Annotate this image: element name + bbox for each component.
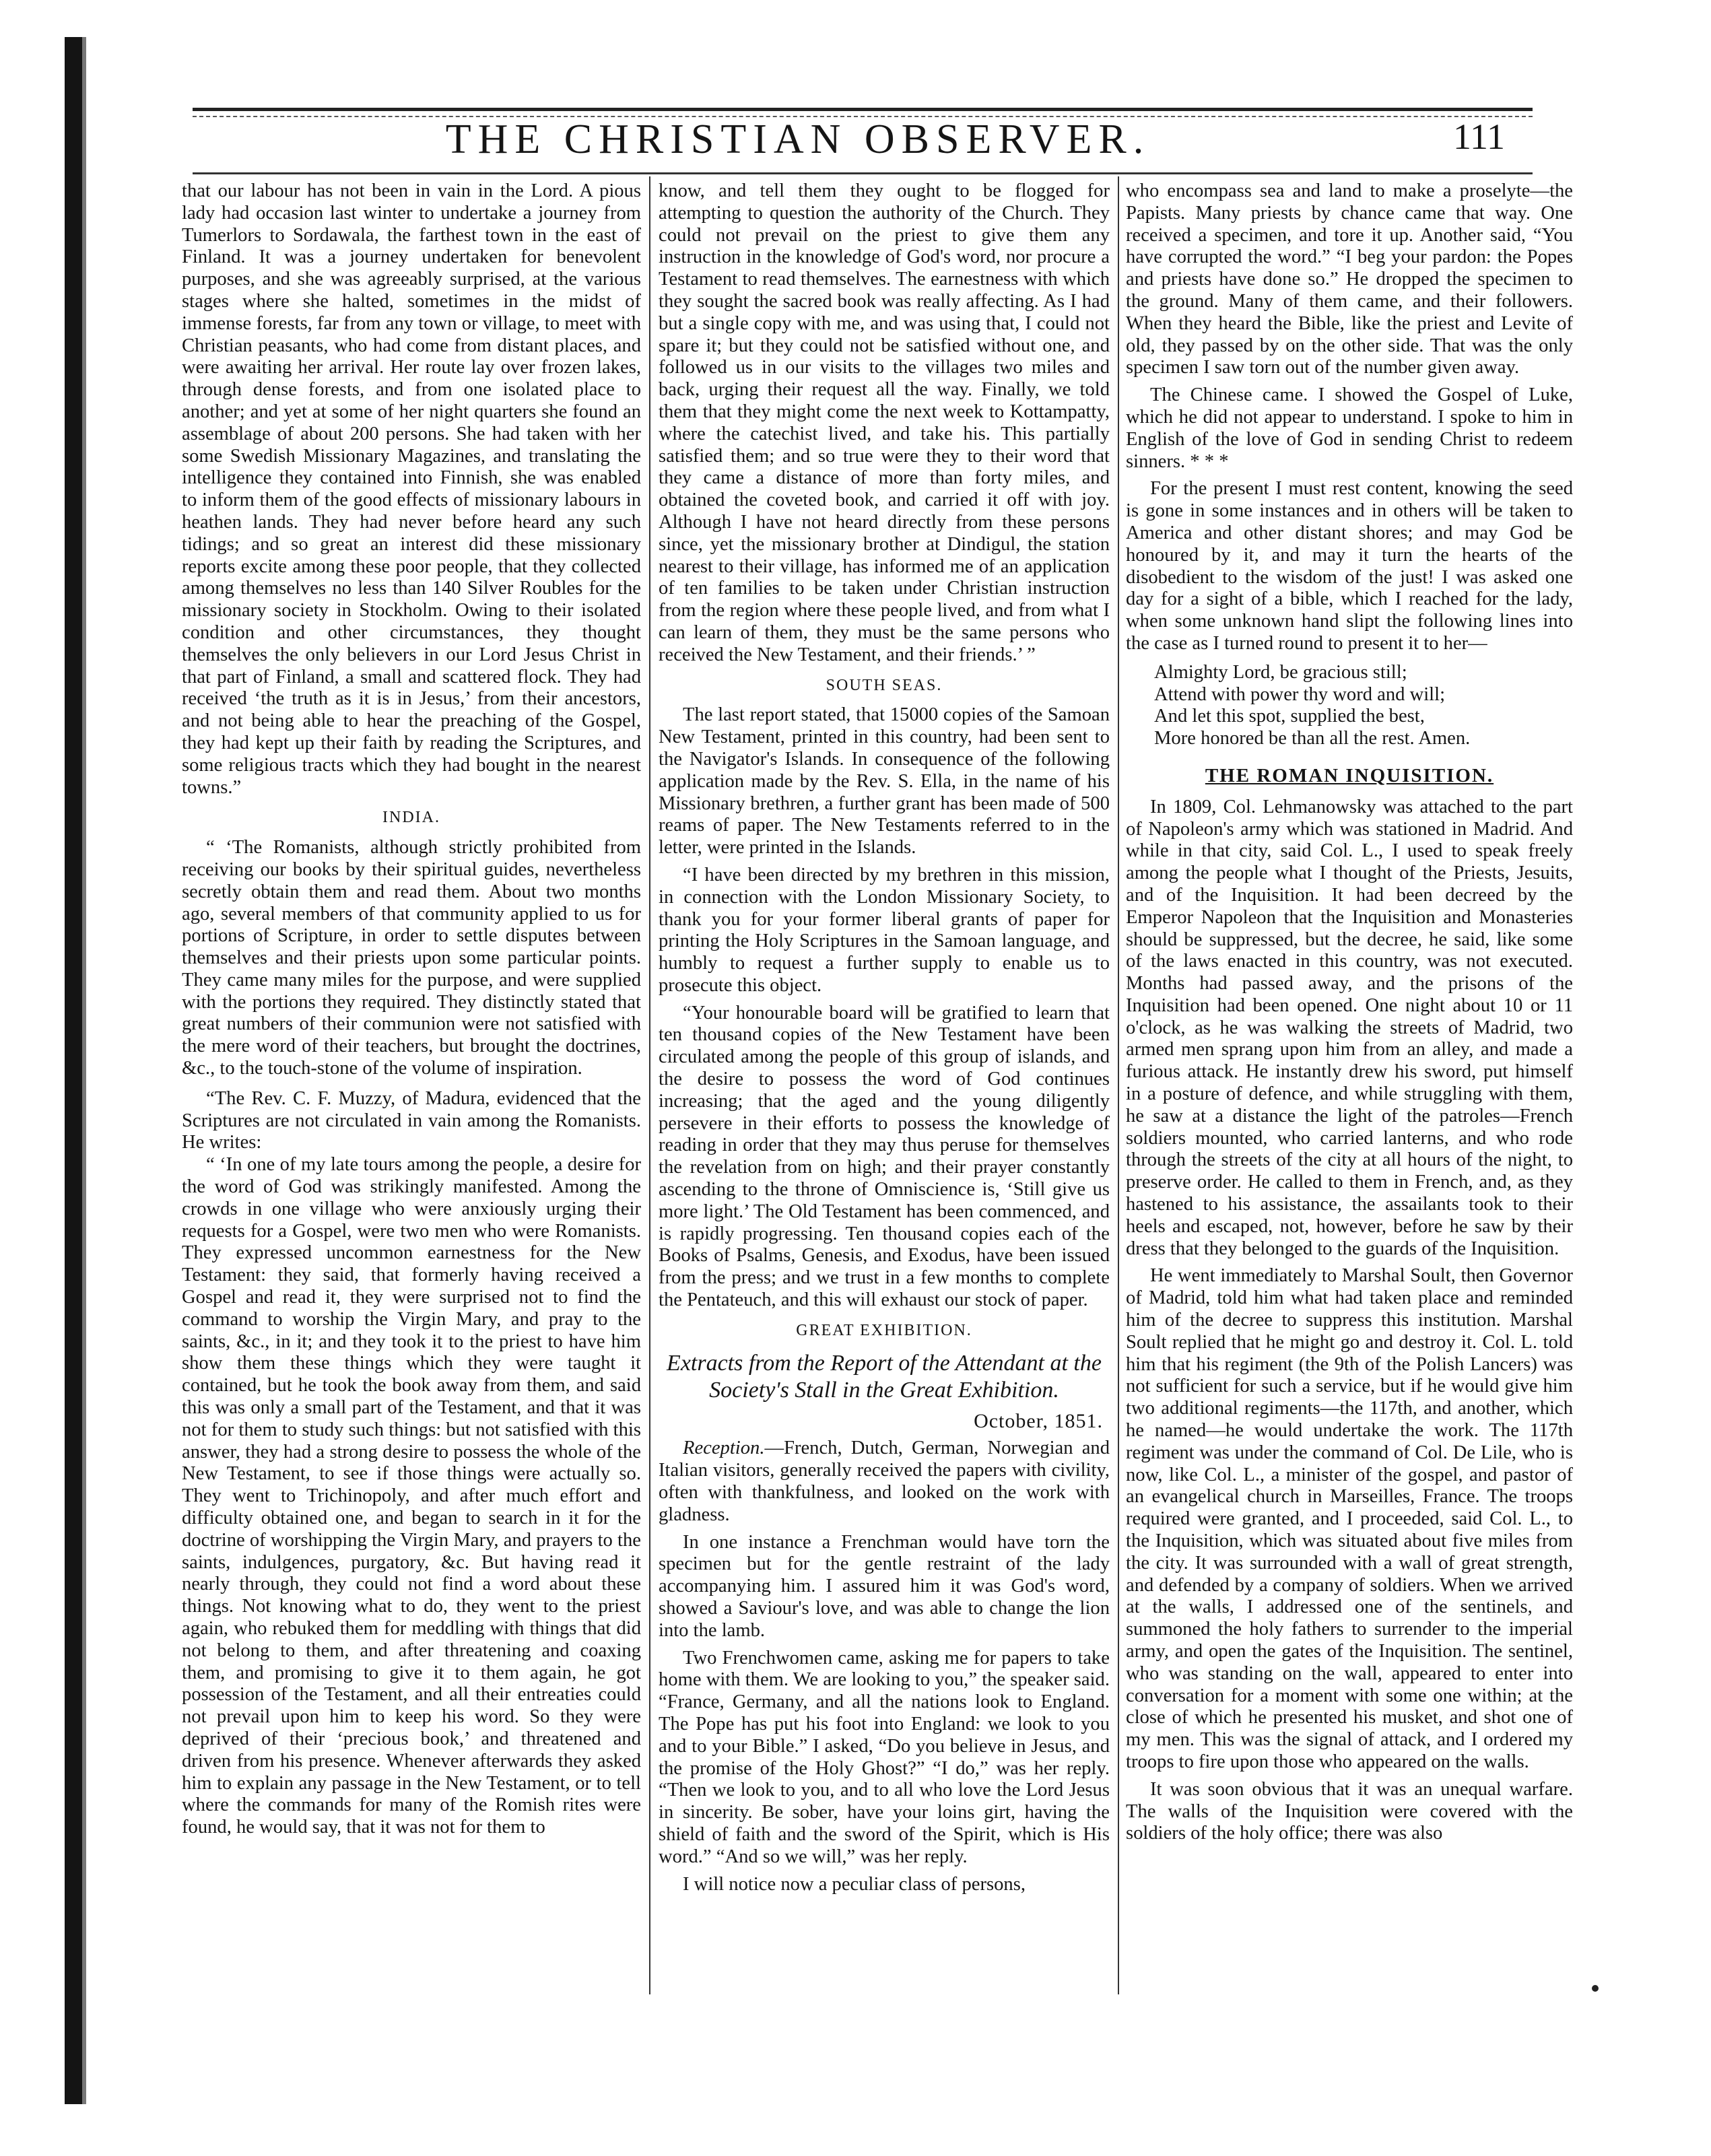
section-heading-roman-inquisition: THE ROMAN INQUISITION.: [1205, 764, 1494, 786]
page-title: THE CHRISTIAN OBSERVER.: [445, 116, 1151, 162]
article-date: October, 1851.: [974, 1409, 1103, 1432]
paragraph: The last report stated, that 15000 copies of the Samoan New Testament, printed in this country, had been sent to the Navigator's Islands. In consequence of the following application made by the Rev. S. Ella, in the name of his Missionary brethren, a further grant has been made of 500 reams of paper. The New Testaments referred to in the letter, were printed in the Islands.: [659, 704, 1110, 858]
paragraph: In one instance a Frenchman would have torn the specimen but for the gentle restraint of the lady accompanying him. I assured him it was God's word, showed a Saviour's love, and was able to change the lion into the lamb.: [659, 1531, 1110, 1641]
article-title: Extracts from the Report of the Attendant at the Society's Stall in the Great Exhibition.: [667, 1350, 1102, 1403]
page-number: 111: [1453, 116, 1505, 157]
paragraph: “The Rev. C. F. Muzzy, of Madura, evidenced that the Scriptures are not circulated in vain among the Romanists. He writes:: [182, 1087, 641, 1153]
paragraph: He went immediately to Marshal Soult, then Governor of Madrid, told him what had taken place and reminded him of the decree to suppress this institution. Marshal Soult replied that he might go and destroy it. Col. L. told him that his regiment (the 9th of the Polish Lancers) was not sufficient for such a service, but if he would give him two additional regiments—the 117th, and another, which he named—he would undertake the work. The 117th regiment was under the command of Col. De Lile, who is now, like Col. L., a minister of the gospel, and pastor of an evangelical church in Marseilles, France. The troops required were granted, and I proceeded, said Col. L., to the Inquisition, which was situated about five miles from the city. It was surrounded with a wall of great strength, and defended by a company of soldiers. When we arrived at the walls, I addressed one of the sentinels, and summoned the holy fathers to surrender to the imperial army, and open the gates of the Inquisition. The sentinel, who was standing on the wall, appeared to enter into conversation for a moment with some one within; at the close of which he presented his musket, and shot one of my men. This was the signal of attack, and I ordered my troops to fire upon those who appeared on the walls.: [1126, 1265, 1573, 1772]
column-1: [182, 180, 641, 1992]
top-rule: [193, 108, 1533, 111]
poem-line: More honored be than all the rest. Amen.: [1154, 728, 1471, 749]
poem: [1154, 662, 1573, 750]
poem-line: Almighty Lord, be gracious still;: [1154, 661, 1407, 683]
paragraph: “Your honourable board will be gratified to learn that ten thousand copies of the New Testament have been circulated among the people of this group of islands, and the desire to possess the word of God continues increasing; that the aged and the young diligently persevere in their efforts to possess the knowledge of reading in order that they may thus peruse for themselves the revelation from on high; and their prayer constantly ascending to the throne of Omniscience is, ‘Still give us more light.’ The Old Testament has been commenced, and is rapidly progressing. Ten thousand copies each of the Books of Psalms, Genesis, and Exodus, have been issued from the press; and we trust in a few months to complete the Pentateuch, and this will exhaust our stock of paper.: [659, 1002, 1110, 1311]
paragraph: “I have been directed by my brethren in this mission, in connection with the London Missionary Society, to thank you for your former liberal grants of paper for printing the Holy Scriptures in the Samoan language, and humbly to request a further supply to enable us to prosecute this object.: [659, 864, 1110, 996]
ink-dot: [1592, 1985, 1599, 1992]
column-separator-2: [1118, 176, 1119, 1994]
paragraph-body: —French, Dutch, German, Norwegian and Italian visitors, generally received the papers with civility, often with thankfulness, and looked on the work with gladness.: [659, 1438, 1110, 1525]
header-rule: [193, 172, 1533, 174]
book-spine-edge: [65, 37, 82, 2104]
column-2: [659, 180, 1110, 1992]
lead-in: Reception.: [683, 1438, 765, 1459]
paragraph: who encompass sea and land to make a proselyte—the Papists. Many priests by chance came that way. One received a specimen, and tore it up. Another said, “You have corrupted the word.” “I beg your pardon: the Popes and priests have done so.” He dropped the specimen to the ground. Many of them came, and their followers. When they heard the Bible, like the priest and Levite of old, they passed by on the other side. That was the only specimen I saw torn out of the number given away.: [1126, 180, 1573, 378]
paragraph: It was soon obvious that it was an unequal warfare. The walls of the Inquisition were covered with the soldiers of the holy office; there was also: [1126, 1778, 1573, 1844]
paragraph: Two Frenchwomen came, asking me for papers to take home with them. We are looking to you,” the speaker said. “France, Germany, and all the nations look to England. The Pope has put his foot into England: we look to you and to your Bible.” I asked, “Do you believe in Jesus, and the promise of the Holy Ghost?” “I do,” was her reply. “Then we look to you, and to all who love the Lord Jesus in sincerity. Be sober, have your loins girt, having the shield of faith and the sword of the Spirit, which is His word.” “And so we will,” was her reply.: [659, 1647, 1110, 1867]
section-heading-south-seas: SOUTH SEAS.: [826, 676, 943, 694]
paragraph: “ ‘The Romanists, although strictly prohibited from receiving our books by their spiritual guides, nevertheless secretly obtain them and read them. About two months ago, several members of that community applied to us for portions of Scripture, in order to settle disputes between themselves and their priests upon some particular points. They came many miles for the purpose, and were supplied with the portions they required. They distinctly stated that great numbers of their communion were not satisfied with the mere word of their teachers, but brought the doctrines, &c., to the touch-stone of the volume of inspiration.: [182, 837, 641, 1079]
poem-line: Attend with power thy word and will;: [1154, 683, 1446, 705]
column-3: [1126, 180, 1573, 1992]
column-separator-1: [649, 176, 650, 1994]
section-heading-india: INDIA.: [382, 809, 440, 827]
paragraph: “ ‘In one of my late tours among the people, a desire for the word of God was strikingly manifested. Among the crowds in one village who were anxiously urging their requests for a Gospel, were two men who were Romanists. They expressed uncommon earnestness for the New Testament: they said, that formerly having received a Gospel and read it, they were surprised not to find the command to worship the Virgin Mary, and pray to the saints, &c., in it; and they took it to the priest to have him show them these things which they were taught it contained, but he took the book away from them, and said this was only a small part of the Testament, and that it was not for them to study such things: but not satisfied with this answer, they had a strong desire to possess the whole of the New Testament, to see if those things were actually so. They went to Trichinopoly, and after much effort and difficulty obtained one, and began to search in it for the doctrine of worshipping the Virgin Mary, and prayers to the saints, indulgences, purgatory, &c. But having read it nearly through, they could not find a word about these things. Not knowing what to do, they went to the priest again, who rebuked them for meddling with things that did not belong to them, and after threatening and coaxing them, and promising to give it to them again, he got possession of the Testament, and all their entreaties could not prevail upon him to keep his word. So they were deprived of their ‘precious book,’ and threatened and driven from his presence. Whenever afterwards they asked him to explain any passage in the New Testament, or to tell where the commands for many of the Romish rites were found, he would say, that it was not for them to: [182, 1154, 641, 1838]
section-heading-great-exhibition: GREAT EXHIBITION.: [796, 1321, 972, 1339]
paragraph: know, and tell them they ought to be flogged for attempting to question the authority of the Church. They could not prevail on the priest to give them any instruction in the knowledge of God's word, nor procure a Testament to read themselves. The earnestness with which they sought the sacred book was really affecting. As I had but a single copy with me, and was using that, I could not spare it; but they could not be satisfied without one, and followed us in our visits to the villages two miles and back, urging their request all the way. Finally, we told them that they might come the next week to Kottampatty, where the catechist lived, and take his. This partially satisfied them; and so true were they to their word that they came a distance of more than forty miles, and obtained the coveted book, and carried it off with joy. Although I have not heard directly from these persons since, yet the missionary brother at Dindigul, the station nearest to their village, has informed me of an application of ten families to be taken under Christian instruction from the region where these people lived, and from what I can learn of them, they must be the same persons who received the New Testament, and their friends.’ ”: [659, 180, 1110, 665]
poem-line: And let this spot, supplied the best,: [1154, 706, 1425, 727]
book-spine-shadow: [82, 37, 86, 2104]
paragraph: that our labour has not been in vain in the Lord. A pious lady had occasion last winter to undertake a journey from Tumerlors to Sordawala, the farthest town in the east of Finland. It was a journey undertaken for benevolent purposes, and she was agreeably surprised, at the various stages where she halted, sometimes in the midst of immense forests, far from any town or village, to meet with Christian peasants, who had come from distant places, and were awaiting her arrival. Her route lay over frozen lakes, through dense forests, and from one isolated place to another; and yet at some of her night quarters she found an assemblage of about 200 persons. She had taken with her some Swedish Missionary Magazines, and translating the intelligence they contained into Finnish, she was enabled to inform them of the good effects of missionary labours in heathen lands. They had never before heard any such tidings; and so great an interest did these missionary reports excite among these poor people, that they collected among themselves no less than 140 Silver Roubles for the missionary society in Stockholm. Owing to their isolated condition and other circumstances, they thought themselves the only believers in our Lord Jesus Christ in that part of Finland, a small and scattered flock. They had received ‘the truth as it is in Jesus,’ from their ancestors, and not being able to hear the preaching of the Gospel, they had kept up their faith by reading the Scriptures, and some religious tracts which they had bought in the nearest towns.”: [182, 180, 641, 798]
paragraph: For the present I must rest content, knowing the seed is gone in some instances and in others will be taken to America and other distant shores; and may God be honoured by it, and may it turn the hearts of the disobedient to the wisdom of the just! I was asked one day for a sight of a bible, which I reached for the lady, when some unknown hand slipt the following lines into the case as I turned round to present it to her—: [1126, 478, 1573, 654]
paragraph: The Chinese came. I showed the Gospel of Luke, which he did not appear to understand. I spoke to him in English of the love of God in sending Christ to redeem sinners. * * *: [1126, 384, 1573, 472]
paragraph: I will notice now a peculiar class of persons,: [683, 1873, 1026, 1895]
paragraph: [659, 1438, 1110, 1526]
paragraph: In 1809, Col. Lehmanowsky was attached to the part of Napoleon's army which was stationed in Madrid. And while in that city, said Col. L., I used to speak freely among the people what I thought of the Priests, Jesuits, and of the Inquisition. It had been decreed by the Emperor Napoleon that the Inquisition and Monasteries should be suppressed, but the decree, he said, like some of the laws enacted in this country, was not executed. Months had passed away, and the prisons of the Inquisition had been opened. One night about 10 or 11 o'clock, as he was walking the streets of Madrid, two armed men sprang upon him from an alley, and made a furious attack. He instantly drew his sword, put himself in a posture of defence, and while struggling with them, he saw at a distance the light of the patroles—French soldiers mounted, who carried lanterns, and who rode through the streets of the city at all hours of the night, to preserve order. He called to them in French, and, as they hastened to his assistance, the assailants took to their heels and escaped, not, however, before he saw by their dress that they belonged to the guards of the Inquisition.: [1126, 796, 1573, 1259]
